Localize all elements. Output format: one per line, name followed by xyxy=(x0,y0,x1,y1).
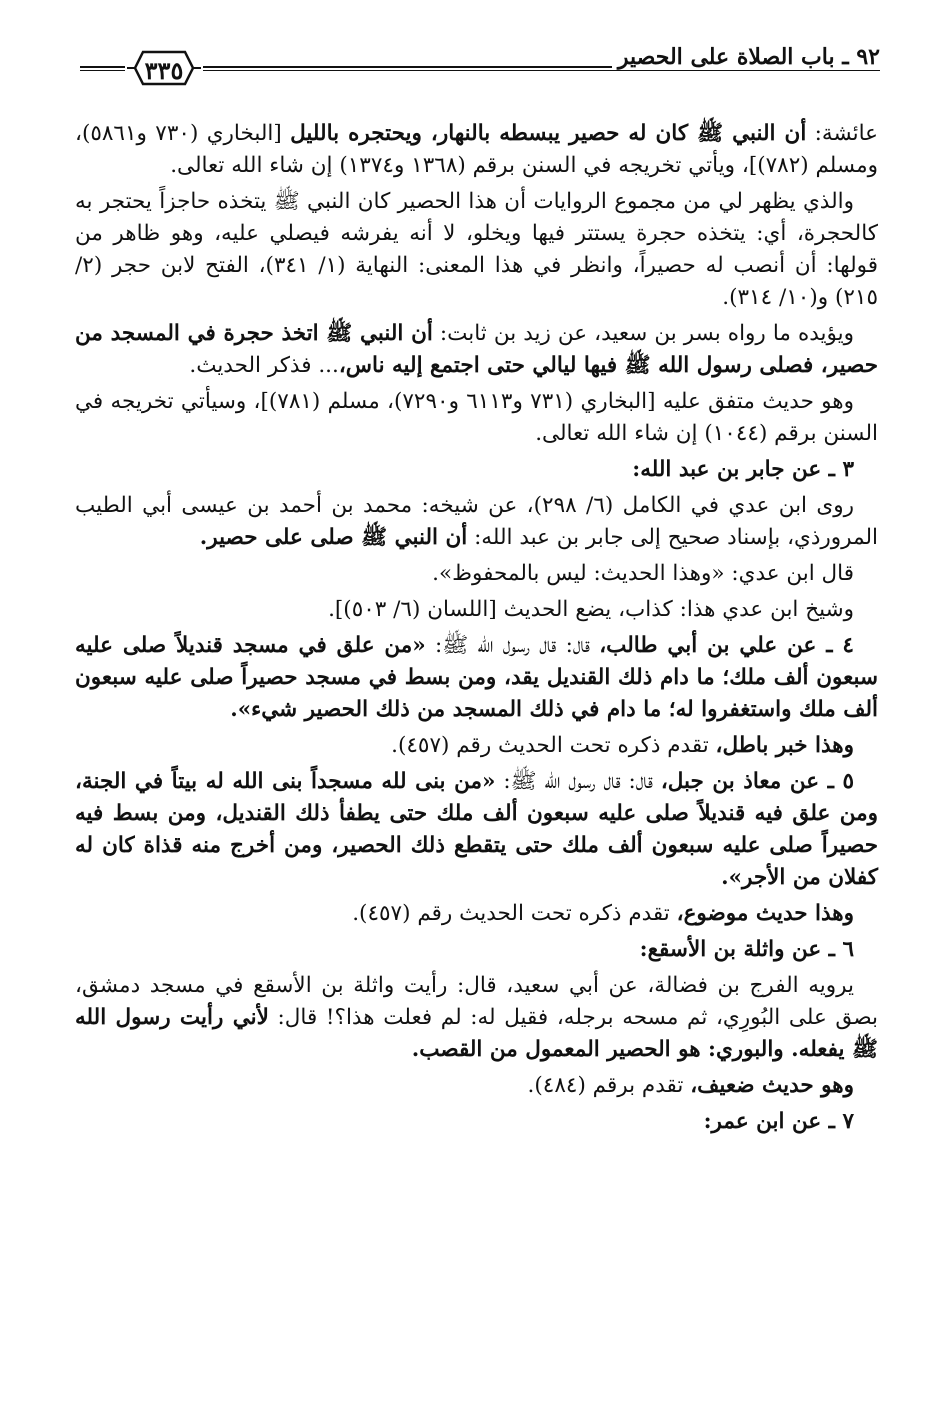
paragraph xyxy=(75,454,878,486)
paragraph xyxy=(75,490,878,554)
text-span: تقدم برقم (٤٨٤). xyxy=(527,1073,691,1098)
body-text xyxy=(75,118,878,1142)
text-span: قال: قال رسول الله ﷺ: xyxy=(425,633,600,658)
text-span: روى ابن عدي في الكامل (٦/ ٢٩٨)، عن شيخه: محمد بن أحمد بن عيسى أبي الطيب المرورذي، بإسناد صحيح إلى جابر بن عبد الله: xyxy=(75,493,878,550)
bold-text-span: ٧ ـ عن ابن عمر: xyxy=(703,1109,854,1134)
bold-text-span: أن النبي ﷺ كان له حصير يبسطه بالنهار، ويحتجره بالليل xyxy=(290,121,807,146)
bold-text-span: وهذا حديث موضوع، xyxy=(676,901,854,926)
text-span: وهو حديث متفق عليه [البخاري (٧٣١ و٦١١٣ و٧٢٩٠)، مسلم (٧٨١)]، وسيأتي تخريجه في السنن برقم (١٠٤٤) إن شاء الله تعالى. xyxy=(75,389,878,446)
text-span: قال ابن عدي: «وهذا الحديث: ليس بالمحفوظ». xyxy=(432,561,854,586)
paragraph xyxy=(75,1070,878,1102)
bold-text-span: ٥ ـ عن معاذ بن جبل، xyxy=(660,769,854,794)
paragraph xyxy=(75,558,878,590)
paragraph xyxy=(75,594,878,626)
bold-text-span: «من علق في مسجد قنديلاً صلى عليه سبعون ألف ملك؛ ما دام ذلك القنديل يقد، ومن بسط في مسجد حصيراً صلى عليه سبعون ألف ملك واستغفروا له؛ ما دام في ذلك المسجد من ذلك الحصير شيء». xyxy=(75,633,878,722)
paragraph xyxy=(75,970,878,1066)
paragraph xyxy=(75,766,878,894)
text-span: وشيخ ابن عدي هذا: كذاب، يضع الحديث [اللسان (٦/ ٥٠٣)]. xyxy=(328,597,854,622)
text-span: ويؤيده ما رواه بسر بن سعيد، عن زيد بن ثابت: xyxy=(432,321,854,346)
page-number: ٣٣٥ xyxy=(144,56,184,85)
bold-text-span: لأني رأيت رسول الله ﷺ يفعله. والبوري: هو الحصير المعمول من القصب. xyxy=(75,1005,878,1062)
bold-text-span: أن النبي ﷺ صلى على حصير. xyxy=(199,525,468,550)
bold-text-span: «من بنى لله مسجداً بنى الله له بيتاً في الجنة، ومن علق فيه قنديلاً صلى عليه سبعون ألف ملك حتى يطفأ ذلك القنديل، ومن بسط فيه حصيراً صلى عليه سبعون ألف ملك حتى يتقطع ذلك الحصير، ومن أخرج منه قذاة كان له كفلان من الأجر». xyxy=(75,769,878,890)
paragraph xyxy=(75,898,878,930)
paragraph xyxy=(75,934,878,966)
paragraph xyxy=(75,1106,878,1138)
paragraph xyxy=(75,186,878,314)
paragraph xyxy=(75,630,878,726)
text-span: تقدم ذكره تحت الحديث رقم (٤٥٧). xyxy=(352,901,677,926)
text-span: عائشة: xyxy=(806,121,878,146)
bold-text-span: ٦ ـ عن واثلة بن الأسقع: xyxy=(639,937,854,962)
paragraph xyxy=(75,318,878,382)
paragraph xyxy=(75,386,878,450)
text-span: قال: قال رسول الله ﷺ: xyxy=(495,769,661,794)
text-span: ... فذكر الحديث. xyxy=(189,353,339,378)
text-span: والذي يظهر لي من مجموع الروايات أن هذا الحصير كان النبي ﷺ يتخذه حاجزاً يحتجر به كالحجرة، أي: يتخذه حجرة يستتر فيها ويخلو، لا أنه يفرشه فيصلي عليه، وهو ظاهر من قولها: أن أنصب له حصيراً، وانظر في هذا المعنى: النهاية (١/ ٣٤١)، الفتح لابن حجر (٢/ ٢١٥) و(١٠/ ٣١٤). xyxy=(75,189,879,310)
bold-text-span: وهو حديث ضعيف، xyxy=(690,1073,854,1098)
bold-text-span: وهذا خبر باطل، xyxy=(715,733,854,758)
text-span: يرويه الفرج بن فضالة، عن أبي سعيد، قال: رأيت واثلة بن الأسقع في مسجد دمشق، بصق على البُورِي، ثم مسحه برجله، فقيل له: لم فعلت هذا؟! قال: xyxy=(75,973,878,1030)
running-head: ٩٢ ـ باب الصلاة على الحصير xyxy=(612,44,880,70)
paragraph xyxy=(75,730,878,762)
bold-text-span: ٤ ـ عن علي بن أبي طالب، xyxy=(599,633,854,658)
text-span: [البخاري (٧٣٠ و٥٨٦١)، ومسلم (٧٨٢)]، ويأتي تخريجه في السنن برقم (١٣٦٨ و١٣٧٤) إن شاء الله تعالى. xyxy=(75,121,878,178)
bold-text-span: ٣ ـ عن جابر بن عبد الله: xyxy=(632,457,854,482)
text-span: تقدم ذكره تحت الحديث رقم (٤٥٧). xyxy=(391,733,716,758)
paragraph xyxy=(75,118,878,182)
bold-text-span: أن النبي ﷺ اتخذ حجرة في المسجد من حصير، فصلى رسول الله ﷺ فيها ليالي حتى اجتمع إليه ناس، xyxy=(75,321,878,378)
